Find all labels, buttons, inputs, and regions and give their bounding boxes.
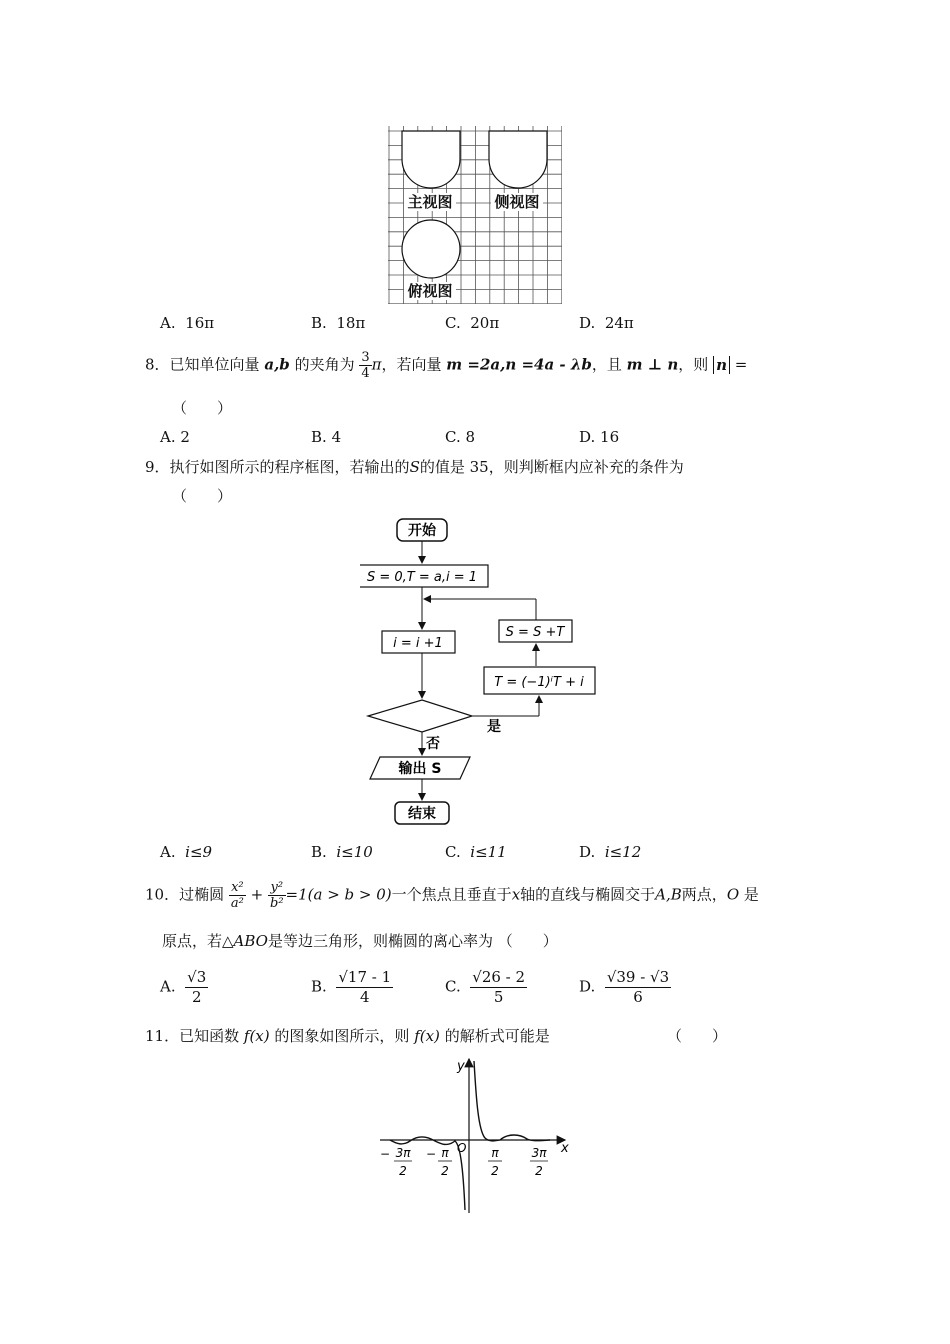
q7-option-b: B. 18π (311, 314, 366, 332)
q10-stem-line2: 原点，若△ABO是等边三角形，则椭圆的离心率为 （ ） (162, 932, 558, 950)
function-graph (375, 1055, 575, 1215)
curve-right-branch (474, 1061, 550, 1141)
q9-paren: （ ） (172, 487, 233, 505)
origin-label: O (457, 1141, 467, 1155)
q10-x-fraction: $\frac{\text{x²}}{\text{a²}}$ (230, 880, 244, 911)
x-axis-label: x (561, 1141, 569, 1156)
flow-increment-label: i = i +1 (393, 636, 443, 651)
svg-text:−: − (379, 1147, 391, 1161)
tick-label-neg-pi-2: π (441, 1146, 449, 1160)
front-view-label: 主视图 (407, 193, 453, 211)
q8-paren: （ ） (172, 399, 233, 417)
flow-start-label: 开始 (408, 523, 436, 539)
q9-option-a: A. i≤9 (160, 843, 213, 861)
flow-yes-label: 是 (487, 719, 501, 735)
three-view-figure (388, 126, 562, 304)
q8-option-a: A. 2 (160, 428, 190, 446)
svg-text:2: 2 (441, 1164, 449, 1178)
flow-output-label: 输出 S (398, 761, 442, 777)
q10-option-d: D. $\frac{√39 - √3}{6}$ (579, 968, 670, 1006)
q8-option-b: B. 4 (311, 428, 342, 446)
y-axis-label: y (457, 1059, 465, 1074)
q8-option-d: D. 16 (579, 428, 620, 446)
flow-decision-diamond (368, 700, 472, 732)
tick-label-pi-2: π (491, 1146, 499, 1160)
flow-update-s-label: S = S +T (505, 625, 565, 640)
svg-text:2: 2 (535, 1164, 543, 1178)
flow-init-label: S = 0,T = a,i = 1 (366, 570, 478, 585)
q10-option-b: B. $\frac{√17 - 1}{4}$ (311, 968, 392, 1006)
svg-text:−: − (425, 1147, 437, 1161)
q10-option-a: A. $\frac{√3}{2}$ (160, 968, 207, 1006)
q9-option-b: B. i≤10 (311, 843, 373, 861)
side-view-shape (489, 131, 547, 188)
front-view-shape (402, 131, 460, 188)
flow-end-label: 结束 (408, 806, 436, 822)
flow-update-t-label: T = (−1)ⁱT + i (494, 675, 584, 690)
q11-stem: 11．已知函数 f(x) 的图象如图所示，则 f(x) 的解析式可能是 (145, 1027, 550, 1045)
q11-paren: （ ） (667, 1027, 728, 1045)
q10-stem-line1: 10．过椭圆 $\frac{\text{x²}}{\text{a²}}$ + $\frac{\text{y²}}{\text{b²}}$ =1(a > b > 0)一个焦点且垂直于x轴的直线与椭圆交于A,B两点，O 是 (145, 880, 759, 911)
q10-option-c: C. $\frac{√26 - 2}{5}$ (445, 968, 526, 1006)
q9-option-c: C. i≤11 (445, 843, 507, 861)
program-flowchart (360, 512, 620, 832)
side-view-label: 侧视图 (494, 193, 540, 211)
q7-option-d: D. 24π (579, 314, 634, 332)
q7-option-a: A. 16π (160, 314, 215, 332)
q7-option-c: C. 20π (445, 314, 500, 332)
q8-angle-fraction: $\frac{3}{4}$ (361, 350, 370, 381)
flow-no-label: 否 (426, 736, 440, 752)
svg-text:2: 2 (399, 1164, 407, 1178)
tick-label-neg-3pi-2: 3π (395, 1146, 411, 1160)
q8-option-c: C. 8 (445, 428, 476, 446)
q8-stem: 8．已知单位向量 a,b 的夹角为 $\frac{3}{4}$ π，若向量 m =2a,n =4a - λb，且 m ⊥ n，则 n = (145, 350, 748, 381)
q10-y-fraction: $\frac{\text{y²}}{\text{b²}}$ (270, 880, 284, 911)
tick-label-3pi-2: 3π (531, 1146, 547, 1160)
top-view-circle (402, 220, 460, 278)
q9-option-d: D. i≤12 (579, 843, 642, 861)
svg-text:2: 2 (491, 1164, 499, 1178)
q9-stem: 9．执行如图所示的程序框图，若输出的S的值是 35，则判断框内应补充的条件为 (145, 458, 684, 476)
top-view-label: 俯视图 (407, 282, 453, 300)
